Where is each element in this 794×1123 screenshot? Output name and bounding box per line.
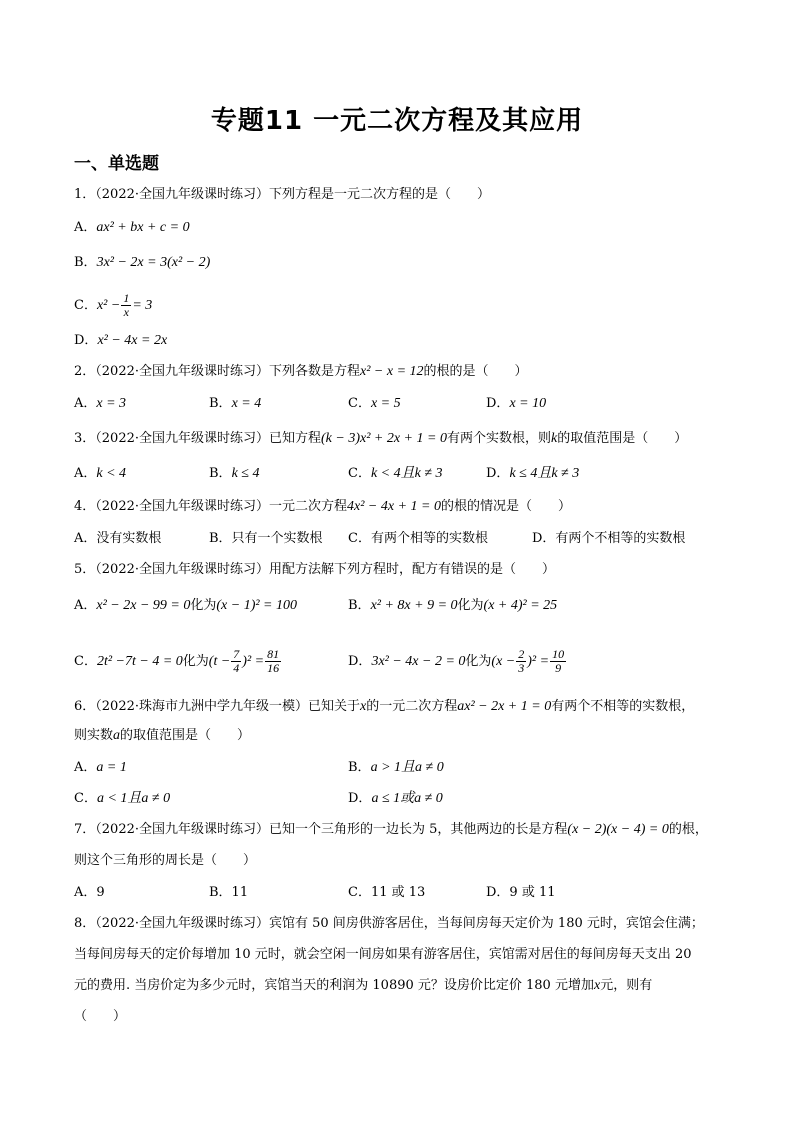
option-label: C． [348,396,371,411]
fraction [121,292,131,319]
q2-option-c[interactable] [348,394,401,414]
question-8-line3 [74,976,652,996]
stem-variable: x [593,978,601,993]
q1-option-a[interactable] [74,218,190,238]
question-1-stem: 1．（2022·全国九年级课时练习）下列方程是一元二次方程的是（ ） [74,187,490,202]
numerator: 10 [552,647,565,661]
q4-option-a[interactable]: A．没有实数根 [74,531,162,546]
q3-option-b[interactable] [209,464,259,484]
question-6-stem-line2 [74,726,250,746]
option-result-pre: (x − [491,654,516,669]
option-label: A． [74,598,97,613]
option-label: D． [486,396,510,411]
q7-option-c[interactable]: C．11 或 13 [348,885,426,900]
stem-text: 有两个不相等的实数根， [551,699,695,714]
option-result: (x + 4)² = 25 [483,598,558,613]
option-expr: a > 1且a ≠ 0 [370,760,444,775]
option-label: A． [74,466,97,481]
q2-option-a[interactable] [74,394,126,414]
numerator: 2 [518,647,525,661]
stem-variable: a [113,728,121,743]
q5-option-a[interactable] [74,596,297,616]
denominator: 9 [555,661,562,675]
q2-option-d[interactable] [486,394,546,414]
q6-option-c[interactable] [74,789,170,809]
question-4-stem [74,497,571,517]
section-heading: 一、单选题 [74,154,159,174]
stem-text: 7．（2022·全国九年级课时练习）已知一个三角形的一边长为 5，其他两边的长是方程 [74,822,568,837]
q6-option-a[interactable] [74,758,127,778]
option-expr-pre: x² − [96,298,121,313]
option-expr: k ≤ 4 [231,466,260,481]
option-label: D． [74,333,98,348]
q6-option-b[interactable] [348,758,444,778]
denominator: 4 [233,661,240,675]
q1-option-c[interactable] [74,292,152,319]
option-label: A． [74,760,97,775]
stem-text: 的根， [668,822,708,837]
q7-option-b[interactable]: B．11 [209,885,249,900]
stem-text: 则实数 [74,728,114,743]
question-8-line2: 当每间房每天的定价每增加 10 元时，就会空闲一间房如果有游客居住，宾馆需对居住的每间房每天支出 20 [74,947,692,962]
numerator: 1 [123,291,130,305]
option-label: C． [74,791,97,806]
option-result-post: )² = [527,654,550,669]
q5-option-b[interactable] [348,596,557,616]
option-result-pre: (t − [208,654,231,669]
option-expr: k < 4 [96,466,127,481]
question-7-stem [74,820,708,840]
stem-text: 的根的情况是（ ） [440,499,571,514]
stem-text: 6．（2022·珠海市九洲中学九年级一模）已知关于 [74,699,360,714]
stem-text: 的取值范围是（ ） [120,728,251,743]
stem-text: 的一元二次方程 [366,699,458,714]
stem-text: 元，则有 [600,978,653,993]
option-expr: x² − 2x − 99 = 0 [96,598,191,613]
option-text: 化为 [465,654,492,669]
option-expr: 3x² − 4x − 2 = 0 [371,654,466,669]
q3-option-c[interactable] [348,464,443,484]
stem-text: 有两个实数根，则 [446,431,551,446]
option-expr-post: = 3 [132,298,153,313]
stem-variable: x [360,699,367,714]
q7-option-d[interactable]: D．9 或 11 [486,885,556,900]
option-label: B． [209,466,232,481]
stem-text: 的取值范围是（ ） [557,431,688,446]
q3-option-d[interactable] [486,464,579,484]
stem-equation: x² − x = 12 [360,364,424,379]
option-text: 化为 [457,598,484,613]
option-label: D． [348,791,372,806]
q7-option-a[interactable]: A．9 [74,885,105,900]
stem-equation: ax² − 2x + 1 = 0 [457,699,552,714]
stem-variable: k [550,431,558,446]
fraction [265,648,281,675]
option-label: A． [74,396,97,411]
q3-option-a[interactable] [74,464,126,484]
option-expr: x = 4 [231,396,262,411]
q4-option-d[interactable]: D．有两个不相等的实数根 [532,531,686,546]
fraction [516,648,526,675]
option-result: (x − 1)² = 100 [216,598,298,613]
denominator: x [123,305,129,319]
fraction [231,648,241,675]
q4-option-b[interactable]: B．只有一个实数根 [209,531,323,546]
question-8-line1: 8．（2022·全国九年级课时练习）宾馆有 50 间房供游客居住，当每间房每天定价为 180 元时，宾馆会住满； [74,916,704,931]
question-8-line4: （ ） [74,1009,127,1024]
option-expr: 2t² −7t − 4 = 0 [96,654,183,669]
q5-option-d[interactable] [348,645,567,679]
page-title: 专题11 一元二次方程及其应用 [210,106,584,136]
option-expr: a ≤ 1或a ≠ 0 [371,791,443,806]
option-expr: 3x² − 2x = 3(x² − 2) [96,255,211,270]
q1-option-d[interactable] [74,331,167,351]
stem-text: 元的费用. 当房价定为多少元时，宾馆当天的利润为 10890 元？设房价比定价 180 元增加 [74,978,594,993]
q4-option-c[interactable]: C．有两个相等的实数根 [348,531,488,546]
stem-equation: (x − 2)(x − 4) = 0 [567,822,669,837]
option-label: B． [348,760,371,775]
question-3-stem [74,429,687,449]
option-label: A． [74,220,97,235]
option-expr: ax² + bx + c = 0 [96,220,190,235]
option-expr: x = 3 [96,396,127,411]
stem-text: 的根的是（ ） [423,364,528,379]
stem-equation: (k − 3)x² + 2x + 1 = 0 [321,431,447,446]
option-expr: k ≤ 4且k ≠ 3 [509,466,580,481]
option-label: C． [348,466,371,481]
q5-option-c[interactable] [74,645,282,679]
option-label: C． [74,298,97,313]
q1-option-b[interactable] [74,253,210,273]
stem-equation: 4x² − 4x + 1 = 0 [347,499,441,514]
stem-text: 3．（2022·全国九年级课时练习）已知方程 [74,431,321,446]
option-text: 化为 [182,654,209,669]
option-label: C． [74,654,97,669]
denominator: 3 [518,661,525,675]
option-expr: x = 10 [509,396,547,411]
option-expr: a = 1 [96,760,127,775]
option-label: B． [348,598,371,613]
option-label: D． [348,654,372,669]
stem-text: 2．（2022·全国九年级课时练习）下列各数是方程 [74,364,360,379]
stem-text: 4．（2022·全国九年级课时练习）一元二次方程 [74,499,347,514]
numerator: 81 [267,647,280,661]
option-expr: a < 1且a ≠ 0 [96,791,171,806]
question-2-stem [74,362,528,382]
option-label: B． [209,396,232,411]
q6-option-d[interactable] [348,789,443,809]
denominator: 16 [267,661,280,675]
numerator: 7 [233,647,240,661]
question-5-stem: 5．（2022·全国九年级课时练习）用配方法解下列方程时，配方有错误的是（ ） [74,562,555,577]
option-text: 化为 [190,598,217,613]
question-7-stem-line2: 则这个三角形的周长是（ ） [74,853,257,868]
option-expr: x² − 4x = 2x [97,333,168,348]
fraction [550,648,566,675]
option-label: D． [486,466,510,481]
option-expr: x = 5 [370,396,401,411]
q2-option-b[interactable] [209,394,261,414]
option-expr: k < 4且k ≠ 3 [370,466,443,481]
option-label: B． [74,255,97,270]
option-expr: x² + 8x + 9 = 0 [370,598,458,613]
question-6-stem [74,697,694,717]
option-result-post: )² = [242,654,265,669]
